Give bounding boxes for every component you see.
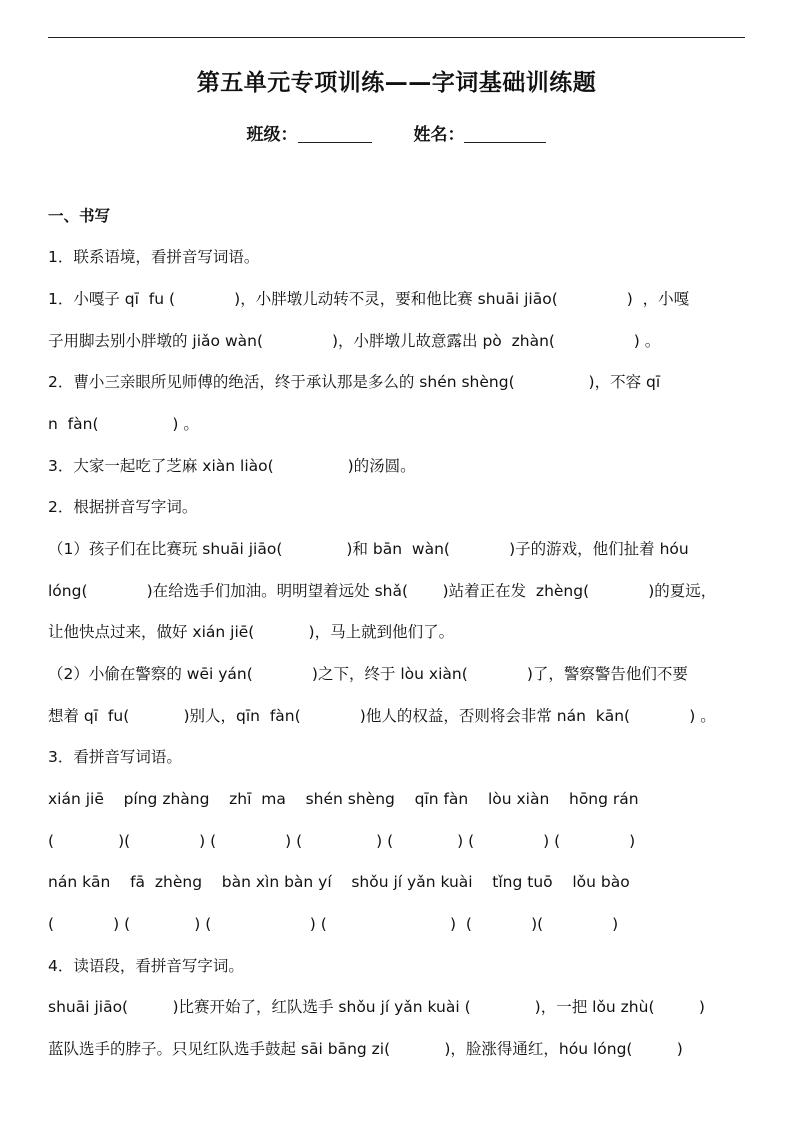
question-line: 4．读语段，看拼音写字词。 — [48, 957, 244, 975]
section-heading: 一、书写 — [48, 207, 111, 225]
name-field — [413, 120, 546, 145]
name-blank[interactable] — [464, 124, 546, 143]
question-line: 1．小嘎子 qī fu ( )，小胖墩儿动转不灵，要和他比赛 shuāi jiāo( ) ，小嘎 — [48, 290, 690, 308]
class-blank[interactable] — [298, 124, 372, 143]
question-line: 让他快点过来，做好 xián jiē( )，马上就到他们了。 — [48, 623, 455, 641]
question-line: 2．根据拼音写字词。 — [48, 498, 198, 516]
class-label: 班级： — [246, 125, 298, 145]
question-line: （2）小偷在警察的 wēi yán( )之下，终于 lòu xiàn( )了，警察警告他们不要 — [48, 665, 688, 683]
top-rule — [48, 37, 745, 38]
question-line: （1）孩子们在比赛玩 shuāi jiāo( )和 bān wàn( )子的游戏，他们扯着 hóu — [48, 540, 689, 558]
page-title: 第五单元专项训练——字词基础训练题 — [196, 70, 597, 96]
question-line: n fàn( ) 。 — [48, 415, 199, 433]
pinyin-row: xián jiē píng zhàng zhī ma shén shèng qīn fàn lòu xiàn hōng rán — [48, 790, 639, 808]
question-line: 子用脚去别小胖墩的 jiǎo wàn( )，小胖墩儿故意露出 pò zhàn( ) 。 — [48, 332, 661, 350]
question-line: 1．联系语境，看拼音写词语。 — [48, 248, 260, 266]
question-line: 蓝队选手的脖子。只见红队选手鼓起 sāi bāng zi( )，脸涨得通红，hóu lóng( ) — [48, 1040, 683, 1058]
answer-brackets-row: ( )( ) ( ) ( ) ( ) ( ) ( ) — [48, 832, 636, 850]
question-line: shuāi jiāo( )比赛开始了，红队选手 shǒu jí yǎn kuài ( )，一把 lǒu zhù( ) — [48, 998, 705, 1016]
question-line: 想着 qī fu( )别人，qīn fàn( )他人的权益，否则将会非常 nán kān( ) 。 — [48, 707, 716, 725]
pinyin-row: nán kān fā zhèng bàn xìn bàn yí shǒu jí yǎn kuài tǐng tuō lǒu bào — [48, 873, 630, 891]
class-field — [247, 120, 372, 145]
name-label: 姓名： — [413, 125, 465, 145]
question-line: 3．大家一起吃了芝麻 xiàn liào( )的汤圆。 — [48, 457, 416, 475]
answer-brackets-row: ( ) ( ) ( ) ( ) ( )( ) — [48, 915, 619, 933]
question-line: lóng( )在给选手们加油。明明望着远处 shǎ( )站着正在发 zhèng( )的夏远， — [48, 582, 717, 600]
question-line: 3．看拼音写词语。 — [48, 748, 182, 766]
question-line: 2．曹小三亲眼所见师傅的绝活，终于承认那是多么的 shén shèng( )，不容 qī — [48, 373, 661, 391]
student-info — [0, 120, 793, 145]
